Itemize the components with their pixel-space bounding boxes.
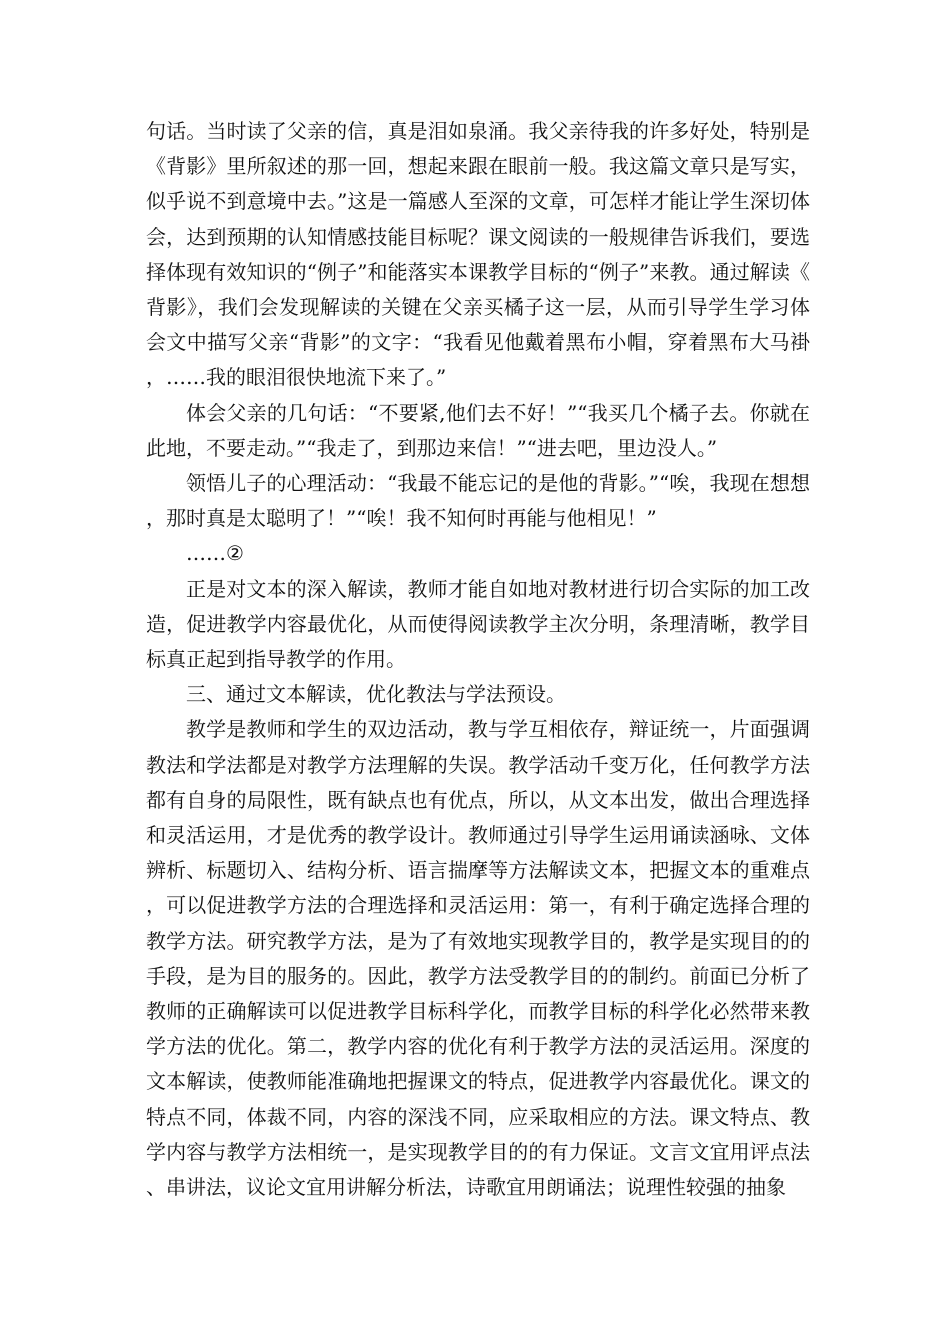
paragraph-ellipsis-note: ……②: [186, 541, 244, 566]
paragraph-son-thoughts: 领悟儿子的心理活动：“我最不能忘记的是他的背影。”“唉，我现在想想，那时真是太聪明了！”“唉！我不知何时再能与他相见！”: [146, 471, 810, 531]
document-body: [146, 114, 810, 1205]
section-heading-three: 三、通过文本解读，优化教法与学法预设。: [186, 682, 566, 707]
paragraph-teaching-methods: 教学是教师和学生的双边活动，教与学互相依存，辩证统一，片面强调教法和学法都是对教学方法理解的失误。教学活动千变万化，任何教学方法都有自身的局限性，既有缺点也有优点，所以，从文本出发，做出合理选择和灵活运用，才是优秀的教学设计。教师通过引导学生运用诵读涵咏、文体辨析、标题切入、结构分析、语言揣摩等方法解读文本，把握文本的重难点，可以促进教学方法的合理选择和灵活运用：第一，有利于确定选择合理的教学方法。研究教学方法，是为了有效地实现教学目的，教学是实现目的的手段，是为目的服务的。因此，教学方法受教学目的的制约。前面已分析了教师的正确解读可以促进教学目标科学化，而教学目标的科学化必然带来教学方法的优化。第二，教学内容的优化有利于教学方法的灵活运用。深度的文本解读，使教师能准确地把握课文的特点，促进教学内容最优化。课文的特点不同，体裁不同，内容的深浅不同，应采取相应的方法。课文特点、教学内容与教学方法相统一，是实现教学目的的有力保证。文言文宜用评点法、串讲法，议论文宜用讲解分析法，诗歌宜用朗诵法；说理性较强的抽象: [146, 717, 810, 1200]
paragraph-father-words: 体会父亲的几句话：“不要紧,他们去不好！”“我买几个橘子去。你就在此地，不要走动。”“我走了，到那边来信！”“进去吧，里边没人。”: [146, 400, 810, 460]
paragraph-continued: 句话。当时读了父亲的信，真是泪如泉涌。我父亲待我的许多好处，特别是《背影》里所叙述的那一回，想起来跟在眼前一般。我这篇文章只是写实，似乎说不到意境中去。”这是一篇感人至深的文章，可怎样才能让学生深切体会，达到预期的认知情感技能目标呢？课文阅读的一般规律告诉我们，要选择体现有效知识的“例子”和能落实本课教学目标的“例子”来教。通过解读《背影》，我们会发现解读的关键在父亲买橘子这一层，从而引导学生学习体会文中描写父亲“背影”的文字：“我看见他戴着黑布小帽，穿着黑布大马褂，……我的眼泪很快地流下来了。”: [146, 119, 810, 390]
paragraph-deep-reading: 正是对文本的深入解读，教师才能自如地对教材进行切合实际的加工改造，促进教学内容最优化，从而使得阅读教学主次分明，条理清晰，教学目标真正起到指导教学的作用。: [146, 576, 810, 672]
